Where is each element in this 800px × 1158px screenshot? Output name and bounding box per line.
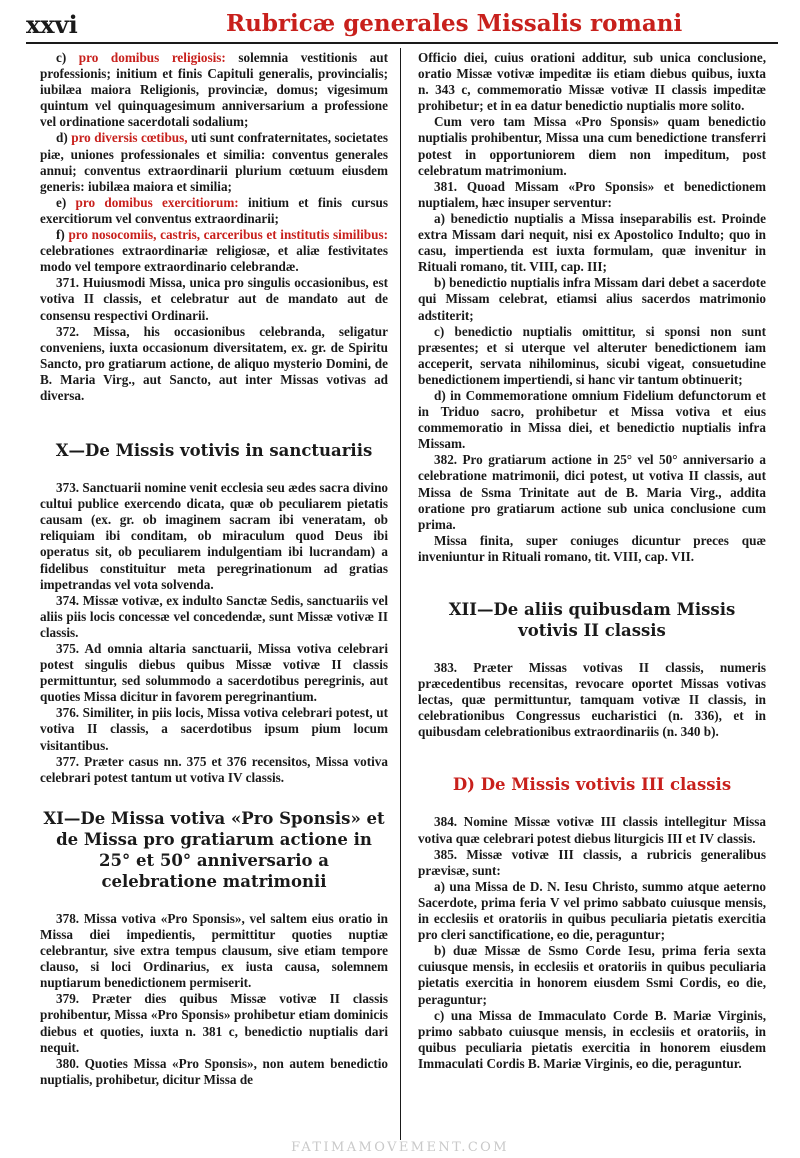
paragraph-c-religious-houses: c) pro domibus religiosis: solemnia vestitionis aut professionis; initium et finis Capituli generalis, provincialis; iubilæa maiora Religionis, provinciæ, domus; vigesimum quintum vel quinquagesimum anniversarium a professione vel ordinatione sacerdotali sodalium; (40, 50, 388, 130)
paragraph-cum-vero: Cum vero tam Missa «Pro Sponsis» quam benedictio nuptialis prohibentur, Missa una cum benedictione transferri potest in opportuniorem diem non impeditum, post celebratum matrimonium. (418, 114, 766, 178)
paragraph-385: 385. Missæ votivæ III classis, a rubricis generalibus prævisæ, sunt: (418, 846, 766, 878)
paragraph-381: 381. Quoad Missam «Pro Sponsis» et benedictionem nuptialem, hæc insuper serventur: (418, 178, 766, 210)
left-column (40, 50, 388, 1088)
paragraph-e-retreat-houses: e) pro domibus exercitiorum: initium et finis cursus exercitiorum vel conventus extraordinarii; (40, 194, 388, 226)
paragraph-missa-finita: Missa finita, super coniuges dicuntur preces quæ inveniuntur in Rituali romano, tit. VIII, cap. VII. (418, 532, 766, 564)
page-title: Rubricæ generales Missalis romani (226, 10, 683, 37)
paragraph-373: 373. Sanctuarii nomine venit ecclesia seu ædes sacra divino cultui publice exercendo dicata, quæ ob peculiarem pietatis causam (ex. gr. ob imaginem sacram ibi veneratam, ob reliquiam ibi conditam, ob miraculum quod Deus ibi operatus sit, ob peculiarem indulgentiam ibi lucrandam) a fidelibus constituitur meta peregrinationum ad gratias impetrandas vel vota solvenda. (40, 480, 388, 592)
paragraph-380: 380. Quoties Missa «Pro Sponsis», non autem benedictio nuptialis, prohibetur, dicitur Missa de (40, 1055, 388, 1087)
paragraph-374: 374. Missæ votivæ, ex indulto Sanctæ Sedis, sanctuariis vel aliis piis locis concessæ vel concedendæ, sunt Missæ votivæ II classis. (40, 592, 388, 640)
section-heading-d (418, 774, 766, 795)
section-heading-xii: XII—De aliis quibusdam Missis votivis II classis (448, 600, 736, 640)
paragraph-378: 378. Missa votiva «Pro Sponsis», vel saltem eius oratio in Missa diei impedientis, permittitur quoties nuptiæ celebrantur, sive extra tempus clausum, sive etiam tempore clauso, si loci Ordinarius, ex iusta causa, solemnem nuptiarum benedictionem permiserit. (40, 910, 388, 991)
paragraph-377: 377. Præter casus nn. 375 et 376 recensitos, Missa votiva celebrari potest tantum ut votiva IV classis. (40, 753, 388, 785)
section-heading-x: X—De Missis votivis in sanctuariis (55, 441, 373, 461)
paragraph-381-a: a) benedictio nuptialis a Missa inseparabilis est. Proinde extra Missam dari nequit, nisi ex Apostolico Indulto; quo in casu, impertienda est iuxta formulam, quæ invenitur in Rituali romano, tit. VIII, cap. III; (418, 210, 766, 275)
paragraph-375: 375. Ad omnia altaria sanctuarii, Missa votiva celebrari potest singulis diebus quibus Missæ votivæ II classis permittuntur, sed solummodo a sacerdotibus peregrinis, aut quoties Missa dicitur in favorem peregrinantium. (40, 641, 388, 705)
section-letter-d: D) (452, 775, 475, 795)
page-number: xxvi (26, 10, 78, 39)
paragraph-d-various-groups: d) pro diversis cœtibus, uti sunt confraternitates, societates piæ, uniones professionales et similia: conventus generales annui; conventus extraordinarii plurium cœtuum eiusdem generis: iubilæa maiora et similia; (40, 130, 388, 194)
watermark: FATIMAMOVEMENT.COM (291, 1140, 509, 1155)
paragraph-385-a: a) una Missa de D. N. Iesu Christo, summo atque aeterno Sacerdote, prima feria V vel primo sabbato cuiusque mensis, in ecclesiis et oratoriis in quibus peculiaria pietatis exercitia pro cleri sanctificatione, eo die, peraguntur; (418, 878, 766, 943)
section-heading-xi: XI—De Missa votiva «Pro Sponsis» et de Missa pro gratiarum actione in 25° et 50° anniversario a celebratione matrimonii (43, 808, 385, 891)
paragraph-381-c: c) benedictio nuptialis omittitur, si sponsi non sunt præsentes; et si uterque vel alteruter benedictionem iam acceperit, servata nihilominus, sicubi vigeat, consuetudine benedictionem impertiendi, si hanc vir tantum obtinuerit; (418, 323, 766, 387)
paragraph-381-b: b) benedictio nuptialis infra Missam dari debet a sacerdote qui Missam celebrat, etiamsi alius sacerdos matrimonio adstiterit; (418, 275, 766, 323)
column-divider (400, 48, 401, 1140)
paragraph-379: 379. Præter dies quibus Missæ votivæ II classis prohibentur, Missa «Pro Sponsis» prohibetur etiam dominicis diebus et quoties, iuxta n. 381 c, benedictio nuptialis dari nequit. (40, 991, 388, 1055)
paragraph-372: 372. Missa, his occasionibus celebranda, seligatur conveniens, iuxta occasionum diversitatem, ex. gr. de Spiritu Sancto, pro gratiarum actione, de aliquo mysterio Domini, de B. Maria Virg., aut Sancto, aut inter Missas votivas ad diversa. (40, 323, 388, 403)
paragraph-f-hospitals: f) pro nosocomiis, castris, carceribus et institutis similibus: celebrationes extraordinariæ religiosæ, et aliæ festivitates modo vel tempore extraordinario celebrandæ. (40, 227, 388, 275)
paragraph-380-continued: Officio diei, cuius orationi additur, sub unica conclusione, oratio Missæ votivæ impeditæ iis etiam diebus quibus, iuxta n. 343 c, commemoratio Missæ votivæ II classis impeditæ prohibetur; et in ea datur benedictio nuptialis more solito. (418, 50, 766, 114)
section-title-d: De Missis votivis III classis (480, 775, 732, 795)
right-column (418, 50, 766, 1072)
paragraph-384: 384. Nomine Missæ votivæ III classis intellegitur Missa votiva quæ celebrari potest diebus liturgicis III et IV classis. (418, 814, 766, 846)
paragraph-376: 376. Similiter, in piis locis, Missa votiva celebrari potest, ut votiva II classis, a sacerdotibus ipsum pium locum visitantibus. (40, 705, 388, 753)
paragraph-385-c: c) una Missa de Immaculato Corde B. Mariæ Virginis, primo sabbato cuiusque mensis, in ecclesiis et oratoriis, in quibus peculiaria pietatis exercitia in honorem eiusdem Immaculati Cordis B. Mariæ Virginis, eo die, peraguntur. (418, 1007, 766, 1071)
paragraph-383: 383. Præter Missas votivas II classis, numeris præcedentibus recensitas, revocare oportet Missas votivas lectas, quæ permittuntur, tamquam votivæ II classis, in celebrationibus Congressus eucharistici (n. 336), et in quibusdam celebrationibus extraordinariis (n. 340 b). (418, 660, 766, 740)
paragraph-381-d: d) in Commemoratione omnium Fidelium defunctorum et in Triduo sacro, prohibetur et Missa votiva et eius commemoratio in Missa diei, et benedictio nuptialis infra Missam. (418, 387, 766, 452)
paragraph-382: 382. Pro gratiarum actione in 25° vel 50° anniversario a celebratione matrimonii, dici potest, ut votiva II classis, aut Missa de Ssma Trinitate aut de B. Maria Virg., addita oratione pro gratiarum actione sub unica conclusione cum prima. (418, 452, 766, 532)
page-header (26, 8, 778, 44)
paragraph-385-b: b) duæ Missæ de Ssmo Corde Iesu, prima feria sexta cuiusque mensis, in ecclesiis et oratoriis in quibus peculiaria pietatis exercitia in honorem eiusdem Ssmi Cordis, eo die, peraguntur; (418, 943, 766, 1007)
paragraph-371: 371. Huiusmodi Missa, unica pro singulis occasionibus, est votiva II classis, et celebratur aut de mandato aut de consensu respectivi Ordinarii. (40, 275, 388, 323)
